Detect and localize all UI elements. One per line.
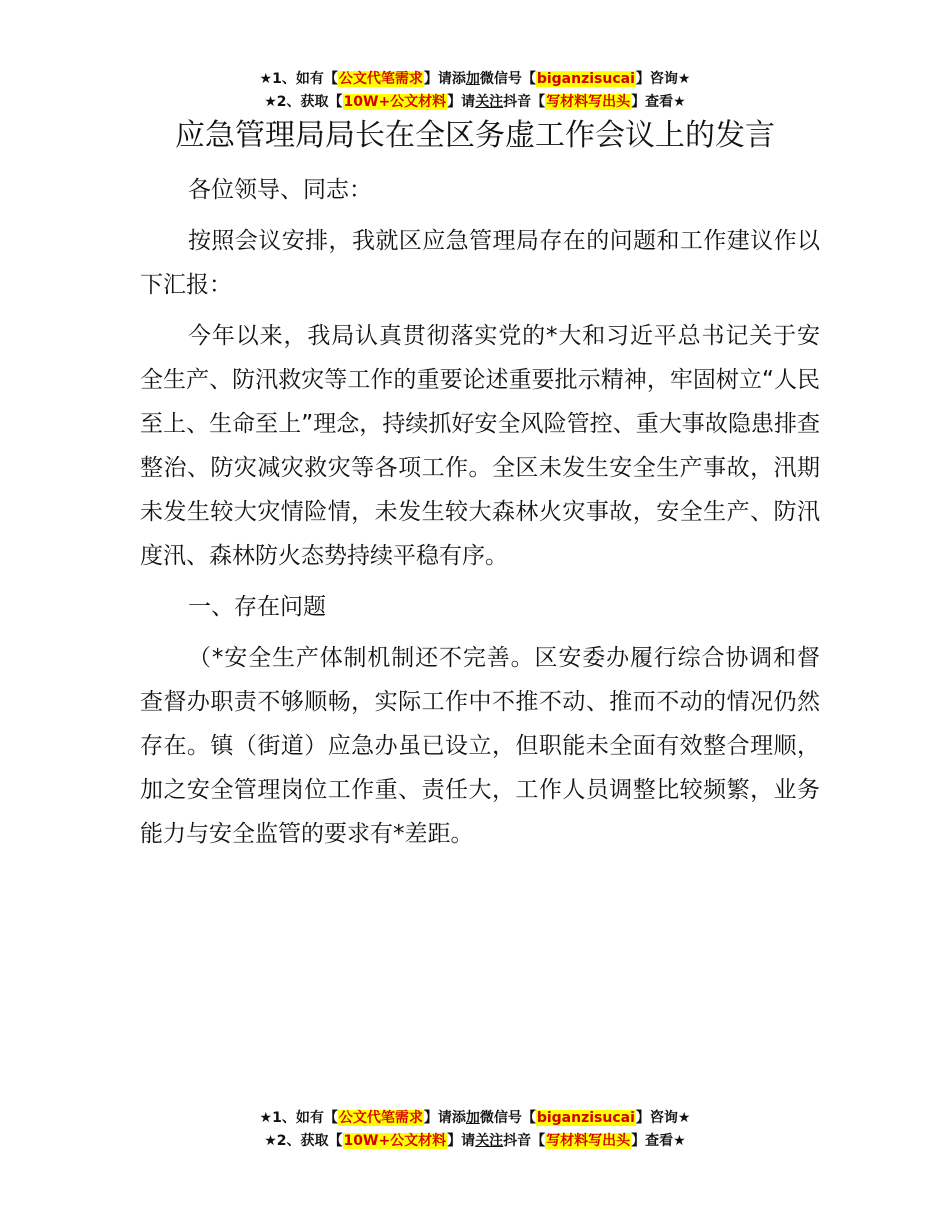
document-body: [140, 168, 820, 863]
promo-line-2: [0, 91, 950, 114]
promo-line-2: [0, 1130, 950, 1153]
promo-highlight: biganzisucai: [536, 71, 635, 87]
promo-header: [0, 68, 950, 114]
promo-highlight: 10W+公文材料: [343, 94, 447, 110]
section-heading: 一、存在问题: [188, 594, 326, 620]
body-paragraph: 按照会议安排，我就区应急管理局存在的问题和工作建议作以下汇报：: [140, 228, 820, 298]
promo-text: ★2、获取【: [264, 1133, 343, 1149]
promo-highlight: 公文代笔需求: [338, 71, 423, 87]
promo-text: 】咨询★: [635, 1110, 691, 1126]
promo-text: 微信号【: [479, 1110, 536, 1126]
promo-text: 】请: [447, 94, 476, 110]
promo-text: 抖音【: [503, 1133, 546, 1149]
promo-underlined: 加: [465, 71, 480, 87]
promo-text: 】咨询★: [635, 71, 691, 87]
promo-footer: [0, 1107, 950, 1153]
salutation: 各位领导、同志：: [188, 177, 372, 203]
promo-text: ★1、如有【: [259, 71, 338, 87]
body-paragraph: （*安全生产体制机制还不完善。区安委办履行综合协调和督查督办职责不够顺畅，实际工作中不推不动、推而不动的情况仍然存在。镇（街道）应急办虽已设立，但职能未全面有效整合理顺，加之安全管理岗位工作重、责任大，工作人员调整比较频繁，业务能力与安全监管的要求有*差距。: [140, 645, 820, 847]
promo-highlight: 公文代笔需求: [338, 1110, 423, 1126]
promo-text: 】查看★: [631, 1133, 686, 1149]
promo-text: 】查看★: [631, 94, 686, 110]
promo-highlight: 10W+公文材料: [343, 1133, 447, 1149]
promo-text: 抖音【: [503, 94, 546, 110]
promo-underlined: 关注: [475, 94, 504, 110]
promo-underlined: 加: [465, 1110, 480, 1126]
promo-text: 】请添: [423, 1110, 466, 1126]
body-paragraph: 今年以来，我局认真贯彻落实党的*大和习近平总书记关于安全生产、防汛救灾等工作的重要论述重要批示精神，牢固树立“人民至上、生命至上”理念，持续抓好安全风险管控、重大事故隐患排查整治、防灾减灾救灾等各项工作。全区未发生安全生产事故，汛期未发生较大灾情险情，未发生较大森林火灾事故，安全生产、防汛度汛、森林防火态势持续平稳有序。: [140, 323, 820, 569]
promo-highlight: 写材料写出头: [546, 1133, 631, 1149]
promo-highlight: 写材料写出头: [546, 94, 631, 110]
promo-text: 】请: [447, 1133, 476, 1149]
document-title: 应急管理局局长在全区务虚工作会议上的发言: [175, 118, 775, 153]
promo-line-1: [0, 1107, 950, 1130]
promo-text: ★2、获取【: [264, 94, 343, 110]
promo-line-1: [0, 68, 950, 91]
promo-text: 微信号【: [479, 71, 536, 87]
promo-text: ★1、如有【: [259, 1110, 338, 1126]
promo-underlined: 关注: [475, 1133, 504, 1149]
promo-text: 】请添: [423, 71, 466, 87]
promo-highlight: biganzisucai: [536, 1110, 635, 1126]
